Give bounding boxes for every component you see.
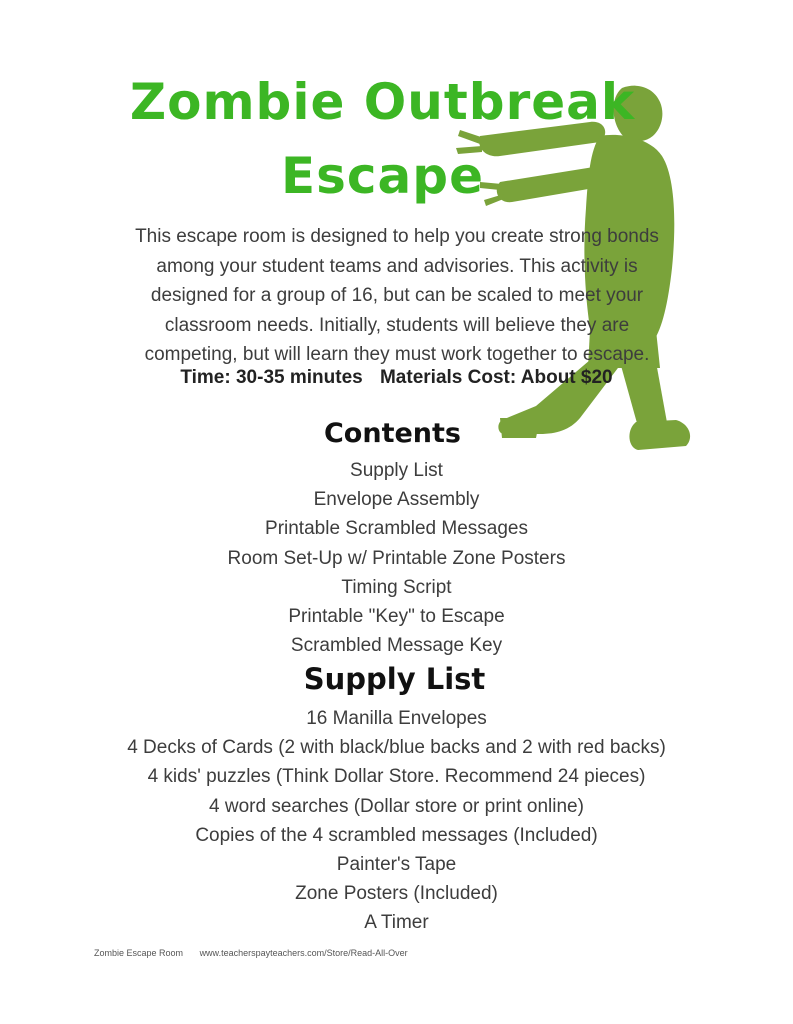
supply-list [0, 704, 793, 938]
footer-url: www.teacherspayteachers.com/Store/Read-All-Over [199, 948, 408, 958]
contents-heading: Contents [323, 418, 461, 449]
title-line-2: Escape [281, 147, 484, 205]
contents-list [0, 456, 793, 660]
supply-item: A Timer [364, 912, 429, 934]
intro-line: classroom needs. Initially, students will believe they are [164, 314, 630, 336]
title-line-1: Zombie Outbreak [129, 73, 636, 131]
contents-item: Timing Script [341, 576, 452, 598]
intro-paragraph [92, 222, 702, 370]
contents-item: Scrambled Message Key [290, 635, 503, 657]
supply-item: Copies of the 4 scrambled messages (Included) [195, 824, 598, 846]
supply-item: 4 kids' puzzles (Think Dollar Store. Recommend 24 pieces) [147, 766, 646, 788]
contents-item: Envelope Assembly [313, 489, 480, 511]
supply-item: Painter's Tape [336, 854, 457, 876]
page-footer [94, 948, 422, 958]
footer-title: Zombie Escape Room [94, 948, 184, 958]
intro-line: designed for a group of 16, but can be scaled to meet your [150, 285, 644, 306]
time-label: Time: 30-35 minutes [180, 367, 363, 388]
supply-item: Zone Posters (Included) [295, 883, 498, 905]
cost-label: Materials Cost: About $20 [379, 367, 613, 388]
intro-line: among your student teams and advisories. This activity is [156, 255, 638, 277]
supply-item: 4 word searches (Dollar store or print online) [209, 795, 584, 817]
contents-item: Room Set-Up w/ Printable Zone Posters [227, 547, 566, 569]
contents-item: Printable "Key" to Escape [288, 606, 505, 628]
supply-item: 4 Decks of Cards (2 with black/blue backs and 2 with red backs) [127, 737, 666, 759]
supply-list-heading: Supply List [303, 662, 486, 696]
intro-line: This escape room is designed to help you create strong bonds [135, 226, 659, 247]
intro-line: competing, but will learn they must work together to escape. [144, 344, 650, 365]
activity-meta [0, 367, 793, 389]
supply-item: 16 Manilla Envelopes [306, 708, 487, 729]
contents-item: Printable Scrambled Messages [265, 518, 528, 540]
contents-item: Supply List [350, 460, 443, 481]
